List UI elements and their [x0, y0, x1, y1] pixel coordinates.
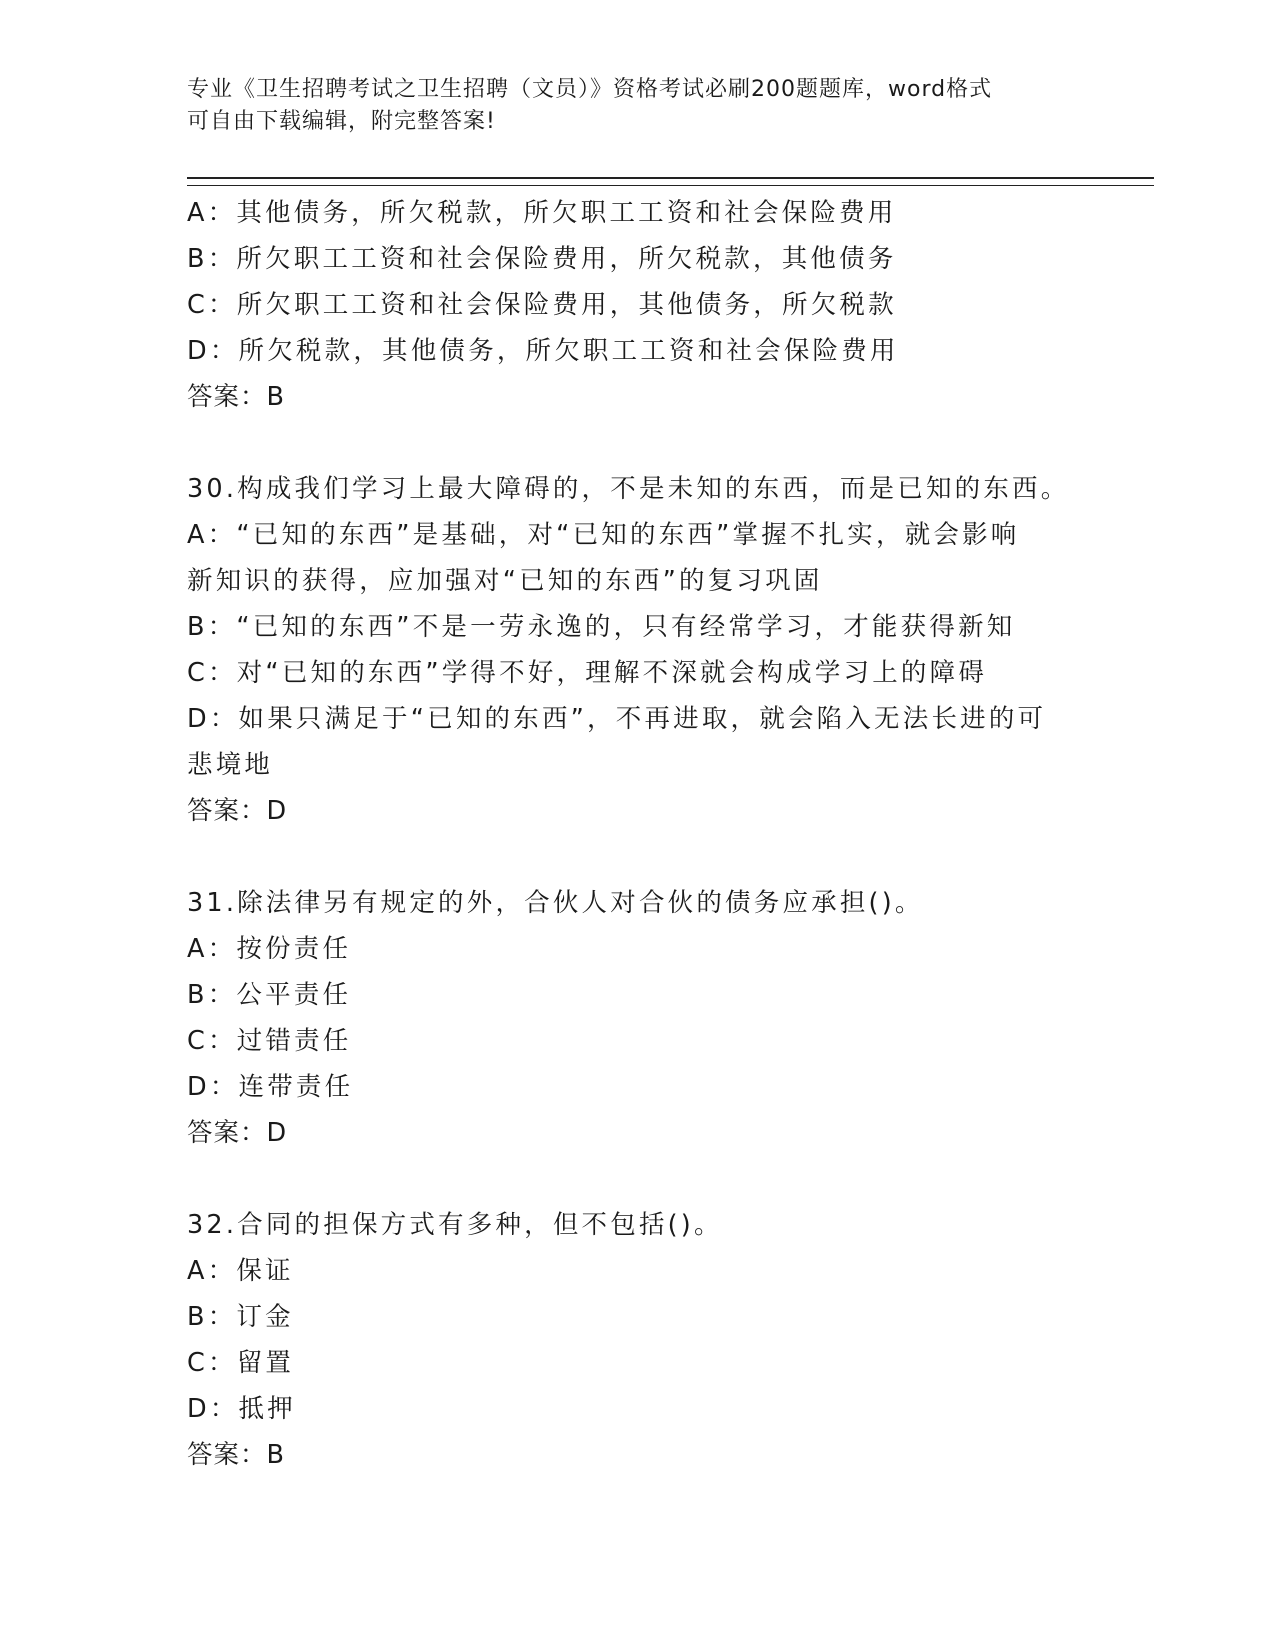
option-c: C：所欠职工工资和社会保险费用，其他债务，所欠税款	[187, 290, 897, 320]
option-a: A：其他债务，所欠税款，所欠职工工资和社会保险费用	[187, 198, 897, 228]
option-d: D：所欠税款，其他债务，所欠职工工资和社会保险费用	[187, 336, 899, 366]
header-divider	[187, 177, 1154, 186]
question-list	[187, 190, 1087, 1478]
option-b: B：订金	[187, 1302, 294, 1332]
option-c: C：对“已知的东西”学得不好，理解不深就会构成学习上的障碍	[187, 658, 988, 688]
option-d: D：如果只满足于“已知的东西”，不再进取，就会陷入无法长进的可	[187, 704, 1047, 734]
option-a-continued: 新知识的获得，应加强对“已知的东西”的复习巩固	[187, 566, 823, 596]
answer: 答案：B	[187, 1440, 285, 1470]
question-text: 31.除法律另有规定的外，合伙人对合伙的债务应承担()。	[187, 888, 924, 918]
option-b: B：所欠职工工资和社会保险费用，所欠税款，其他债务	[187, 244, 897, 274]
option-d: D：连带责任	[187, 1072, 354, 1102]
question-30	[187, 466, 1087, 834]
header-line-1: 专业《卫生招聘考试之卫生招聘（文员）》资格考试必刷200题题库，word格式	[187, 77, 993, 102]
option-c: C：过错责任	[187, 1026, 352, 1056]
option-a: A：按份责任	[187, 934, 352, 964]
option-c: C：留置	[187, 1348, 295, 1378]
question-text: 30.构成我们学习上最大障碍的，不是未知的东西，而是已知的东西。	[187, 474, 1070, 504]
answer: 答案：D	[187, 796, 288, 826]
answer: 答案：B	[187, 382, 285, 412]
document-header	[187, 74, 1067, 138]
option-a: A：保证	[187, 1256, 294, 1286]
option-b: B：“已知的东西”不是一劳永逸的，只有经常学习，才能获得新知	[187, 612, 1016, 642]
question-29	[187, 190, 1087, 420]
header-line-2: 可自由下载编辑，附完整答案!	[187, 109, 496, 134]
option-b: B：公平责任	[187, 980, 352, 1010]
option-d: D：抵押	[187, 1394, 296, 1424]
option-d-continued: 悲境地	[187, 750, 274, 780]
question-32	[187, 1202, 1087, 1478]
question-31	[187, 880, 1087, 1156]
question-text: 32.合同的担保方式有多种，但不包括()。	[187, 1210, 723, 1240]
option-a: A：“已知的东西”是基础，对“已知的东西”掌握不扎实，就会影响	[187, 520, 1020, 550]
answer: 答案：D	[187, 1118, 288, 1148]
